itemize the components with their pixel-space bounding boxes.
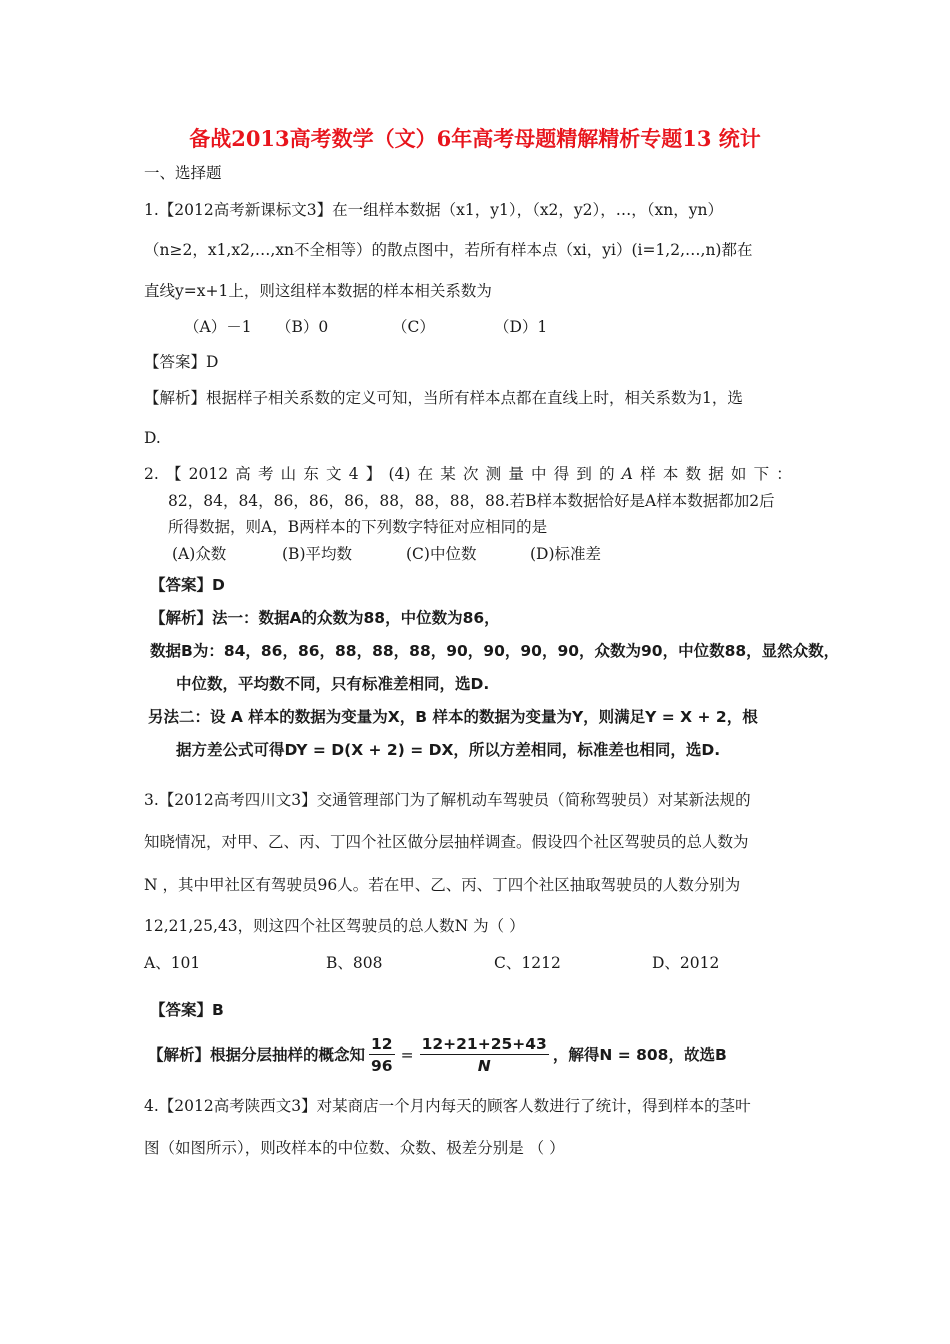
- q2-answer: 【答案】D: [150, 576, 225, 594]
- q3-frac1-numerator: 12: [371, 1034, 393, 1053]
- q2-line1-token: 2.: [144, 465, 159, 483]
- q3-analysis-suffix: ，解得N = 808，故选B: [552, 1046, 727, 1064]
- q3-frac2-numerator: 12+21+25+43: [421, 1034, 547, 1053]
- page-title: 备战2013高考数学（文）6年高考母题精解精析专题13 统计: [189, 126, 761, 151]
- q2-option-a: (A)众数: [172, 545, 227, 563]
- q2-analysis-line2: 数据B为：84，86，86，88，88，88，90，90，90，90，众数为90，中位数88，显然众数，: [150, 642, 840, 660]
- q1-line2: （n≥2，x1,x2,…,xn不全相等）的散点图中，若所有样本点（xi，yi）(i=1,2,…,n)都在: [144, 241, 753, 259]
- q3-frac1-denominator: 96: [371, 1056, 393, 1075]
- q2-line1-token: 文: [326, 465, 342, 483]
- q3-option-c: C、1212: [494, 954, 561, 972]
- q4-line2: 图（如图所示），则改样本的中位数、众数、极差分别是 （ ）: [144, 1139, 565, 1157]
- q2-analysis-line1: 【解析】法一：数据A的众数为88，中位数为86，: [150, 609, 500, 627]
- q3-equals-sign: =: [400, 1046, 414, 1064]
- q3-frac2-denominator: N: [477, 1056, 491, 1075]
- q2-line1-token: 量: [508, 465, 524, 483]
- q2-line1-token: 山: [280, 465, 297, 483]
- q1-line3: 直线y=x+1上，则这组样本数据的样本相关系数为: [144, 282, 492, 300]
- q1-option-c: （C）: [392, 318, 435, 336]
- q3-line3: N ，其中甲社区有驾驶员96人。若在甲、乙、丙、丁四个社区抽取驾驶员的人数分别为: [144, 876, 741, 894]
- q2-line1-token: (4): [388, 465, 411, 483]
- q3-analysis: [148, 1032, 727, 1078]
- q2-line1-token: 高: [235, 465, 251, 483]
- q3-line1: 3.【2012高考四川文3】交通管理部门为了解机动车驾驶员（简称驾驶员）对某新法规的: [144, 791, 751, 809]
- q2-line1-token: 样: [640, 465, 656, 483]
- q2-line1-token: 【: [165, 465, 182, 483]
- q1-option-d: （D）1: [494, 318, 548, 336]
- q1-option-a: （A）－1: [184, 318, 252, 336]
- q1-option-b: （B）0: [276, 318, 329, 336]
- q2-analysis-line4: 另法二：设 A 样本的数据为变量为X，B 样本的数据为变量为Y，则满足Y = X + 2，根: [148, 708, 758, 726]
- q4-line1: 4.【2012高考陕西文3】对某商店一个月内每天的顾客人数进行了统计，得到样本的茎叶: [144, 1097, 751, 1115]
- q2-line1-token: 如: [730, 465, 747, 483]
- q2-line1-token: ：: [776, 465, 792, 483]
- q3-answer: 【答案】B: [150, 1001, 224, 1019]
- q1-analysis-line1: 【解析】根据样子相关系数的定义可知，当所有样本点都在直线上时，相关系数为1，选: [144, 389, 743, 407]
- q3-option-b: B、808: [326, 954, 383, 972]
- q2-line1-token: 据: [708, 465, 724, 483]
- q2-analysis-line3: 中位数，平均数不同，只有标准差相同，选D.: [176, 675, 490, 693]
- q2-line1-token: 得: [553, 465, 570, 483]
- q1-answer: 【答案】D: [144, 353, 219, 371]
- q1-line1: 1.【2012高考新课标文3】在一组样本数据（x1，y1），（x2，y2），…，（xn，yn）: [144, 201, 724, 219]
- q2-option-c: (C)中位数: [406, 545, 477, 563]
- q3-option-d: D、2012: [652, 954, 720, 972]
- q2-line1-token: 次: [462, 465, 479, 483]
- q3-fraction-left: [369, 1034, 395, 1077]
- q2-line1-token: A: [621, 465, 633, 483]
- q2-line1-token: 在: [417, 465, 434, 483]
- q2-line1-token: 数: [685, 465, 702, 483]
- q3-analysis-prefix: 【解析】根据分层抽样的概念知: [148, 1046, 366, 1064]
- q2-line1: [144, 464, 792, 484]
- q2-line1-token: 某: [440, 465, 456, 483]
- q3-line2: 知晓情况，对甲、乙、丙、丁四个社区做分层抽样调查。假设四个社区驾驶员的总人数为: [144, 833, 749, 851]
- q2-line1-token: 的: [599, 465, 615, 483]
- q3-line4: 12,21,25,43，则这四个社区驾驶员的总人数N 为（ ）: [144, 917, 525, 935]
- q3-fraction-right: [420, 1034, 549, 1077]
- q2-option-d: (D)标准差: [530, 545, 602, 563]
- q2-line1-token: 本: [662, 465, 679, 483]
- q3-option-a: A、101: [144, 954, 201, 972]
- q2-line1-token: 考: [257, 465, 274, 483]
- q1-analysis-line2: D.: [144, 429, 161, 447]
- q2-line1-token: 到: [576, 465, 592, 483]
- q2-line1-token: 下: [753, 465, 770, 483]
- section-heading: 一、选择题: [144, 164, 222, 182]
- q2-line1-token: 】: [365, 465, 382, 483]
- q2-line1-token: 测: [485, 465, 502, 483]
- q2-line1-token: 4: [348, 465, 359, 483]
- q2-line2: 82，84，84，86，86，86，88，88，88，88.若B样本数据恰好是A样本数据都加2后: [168, 492, 775, 510]
- q2-line3: 所得数据，则A，B两样本的下列数字特征对应相同的是: [168, 518, 548, 536]
- q2-line1-token: 2012: [188, 465, 229, 483]
- q2-line1-token: 东: [303, 465, 319, 483]
- q2-line1-token: 中: [531, 465, 547, 483]
- q2-option-b: (B)平均数: [282, 545, 352, 563]
- q2-analysis-line5: 据方差公式可得DY = D(X + 2) = DX，所以方差相同，标准差也相同，选D.: [176, 741, 721, 759]
